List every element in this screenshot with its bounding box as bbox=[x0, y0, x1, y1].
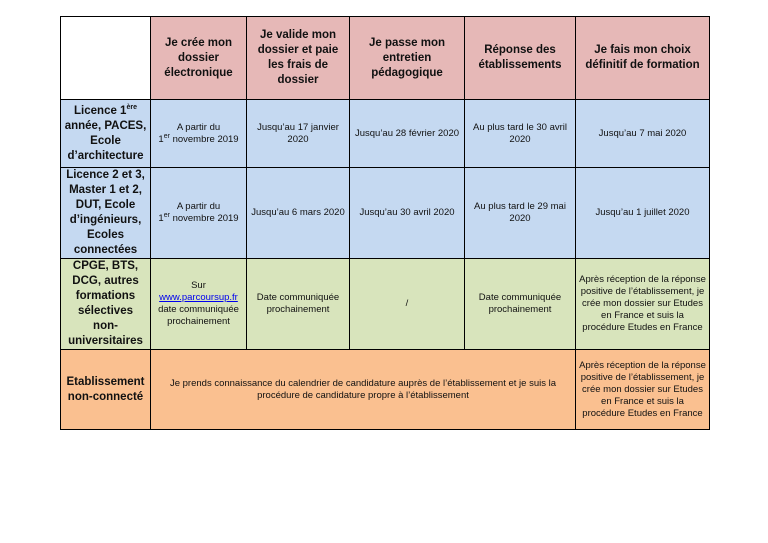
cell-choice-non-connecte: Après réception de la réponse positive de l’établissement, je crée mon dossier sur Etudes en France et suis la procédure Etudes en France bbox=[576, 350, 710, 430]
cell-interview-licence2: Jusqu’au 30 avril 2020 bbox=[350, 168, 465, 259]
row-label-non-connecte: Etablissement non-connecté bbox=[61, 350, 151, 430]
cell-choice-licence2: Jusqu’au 1 juillet 2020 bbox=[576, 168, 710, 259]
header-row bbox=[61, 17, 710, 100]
header-responses: Réponse des établissements bbox=[465, 17, 576, 100]
table-row-licence2 bbox=[61, 168, 710, 259]
row-label-licence2: Licence 2 et 3, Master 1 et 2, DUT, Ecole d’ingénieurs, Ecoles connectées bbox=[61, 168, 151, 259]
cell-interview-cpge: / bbox=[350, 259, 465, 350]
cell-validate-licence2: Jusqu’au 6 mars 2020 bbox=[247, 168, 350, 259]
header-create-dossier: Je crée mon dossier électronique bbox=[151, 17, 247, 100]
header-final-choice: Je fais mon choix définitif de formation bbox=[576, 17, 710, 100]
row-label-cpge: CPGE, BTS, DCG, autres formations sélectives non-universitaires bbox=[61, 259, 151, 350]
table-row-licence1 bbox=[61, 100, 710, 168]
cell-response-licence1: Au plus tard le 30 avril 2020 bbox=[465, 100, 576, 168]
cell-validate-cpge: Date communiquée prochainement bbox=[247, 259, 350, 350]
cell-create-cpge: Sur www.parcoursup.fr date communiquée prochainement bbox=[151, 259, 247, 350]
header-interview: Je passe mon entretien pédagogique bbox=[350, 17, 465, 100]
calendar-table bbox=[60, 16, 710, 430]
parcoursup-link[interactable]: www.parcoursup.fr bbox=[159, 292, 238, 303]
cell-create-licence1: A partir du 1er novembre 2019 bbox=[151, 100, 247, 168]
cell-response-licence2: Au plus tard le 29 mai 2020 bbox=[465, 168, 576, 259]
cell-validate-licence1: Jusqu’au 17 janvier 2020 bbox=[247, 100, 350, 168]
cell-choice-cpge: Après réception de la réponse positive de l’établissement, je crée mon dossier sur Etudes en France et suis la procédure Etudes en France bbox=[576, 259, 710, 350]
header-validate-dossier: Je valide mon dossier et paie les frais de dossier bbox=[247, 17, 350, 100]
cell-response-cpge: Date communiquée prochainement bbox=[465, 259, 576, 350]
table-row-cpge bbox=[61, 259, 710, 350]
corner-cell bbox=[61, 17, 151, 100]
row-label-licence1: Licence 1ère année, PACES, Ecole d’architecture bbox=[61, 100, 151, 168]
table-row-non-connecte bbox=[61, 350, 710, 430]
cell-merged-non-connecte: Je prends connaissance du calendrier de candidature auprès de l’établissement et je suis la procédure de candidature propre à l’établissement bbox=[151, 350, 576, 430]
cell-create-licence2: A partir du 1er novembre 2019 bbox=[151, 168, 247, 259]
cell-interview-licence1: Jusqu’au 28 février 2020 bbox=[350, 100, 465, 168]
cell-choice-licence1: Jusqu’au 7 mai 2020 bbox=[576, 100, 710, 168]
